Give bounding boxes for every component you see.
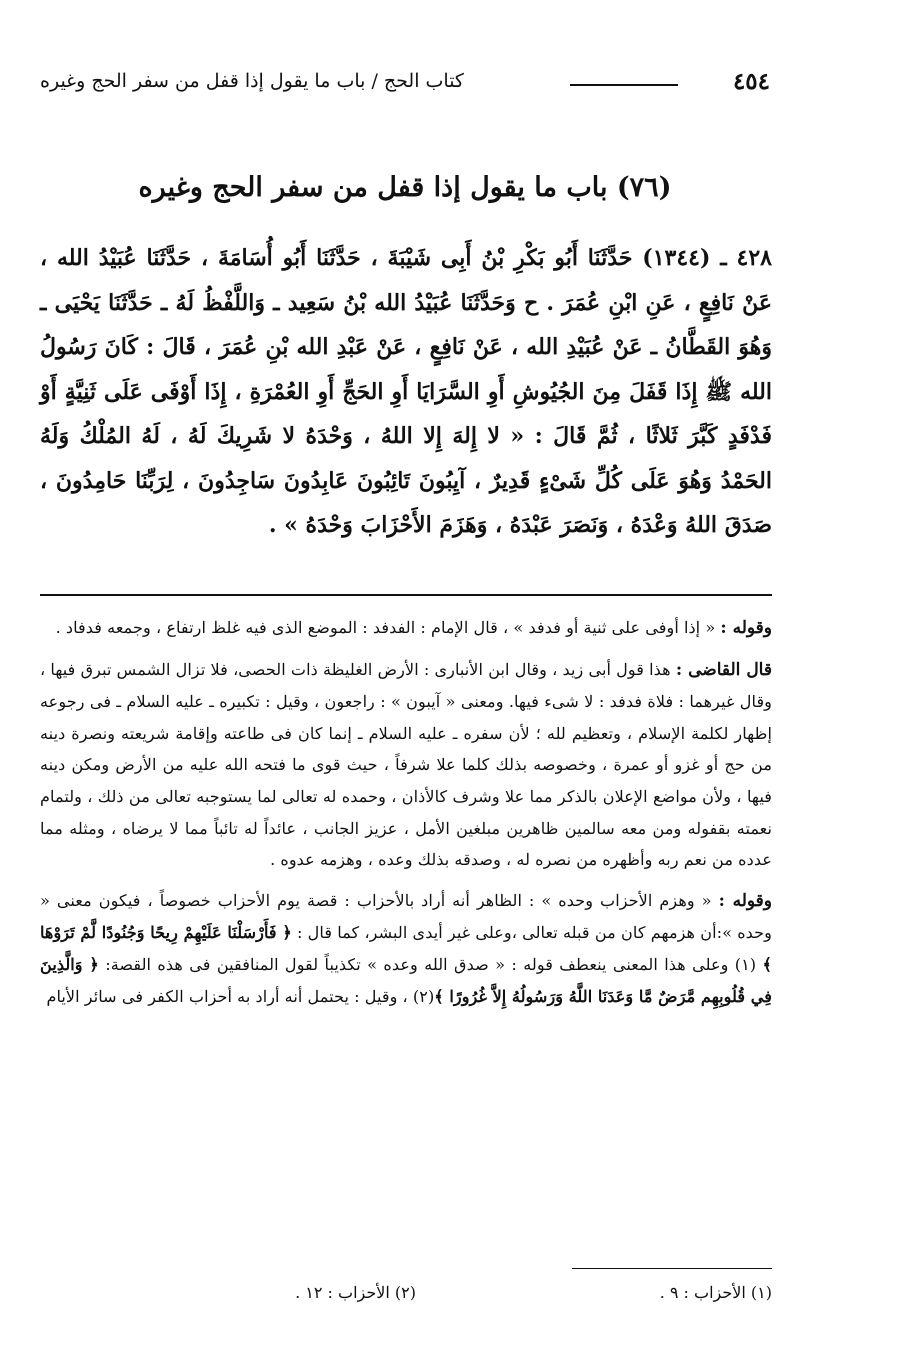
header-rule: [570, 84, 678, 86]
quran-verse: ﴿ وَالَّذِينَ فِي قُلُوبِهِم مَّرَضٌ مَّا وَعَدَنَا اللَّهُ وَرَسُولُهُ إِلاَّ غُرُورًا ﴾: [40, 954, 772, 1006]
paragraph-lead: وقوله :: [720, 618, 772, 638]
footnote-divider: [572, 1268, 772, 1269]
hadith-block: [40, 236, 772, 548]
quran-verse: ﴿ فَأَرْسَلْنَا عَلَيْهِمْ رِيحًا وَجُنُودًا لَّمْ تَرَوْهَا ﴾: [40, 923, 772, 974]
paragraph-text: « إذا أوفى على ثنية أو فدفد » ، قال الإمام : الفدفد : الموضع الذى فيه غلظ ارتفاع ، وجمعه فدفاد .: [55, 618, 716, 637]
commentary-paragraph: [40, 612, 772, 645]
paragraph-lead: وقوله :: [718, 890, 772, 911]
paragraph-lead: قال القاضى :: [675, 659, 772, 680]
hadith-text: ٤٢٨ ـ (١٣٤٤) حَدَّثَنَا أَبُو بَكْرِ بْنُ أَبِى شَيْبَةَ ، حَدَّثَنَا أَبُو أُسَامَةَ ، حَدَّثَنَا عُبَيْدُ الله ، عَنْ نَافِعٍ ، عَنِ ابْنِ عُمَرَ . ح وَحَدَّثَنَا عُبَيْدُ الله بْنُ سَعِيد ـ وَاللَّفْظُ لَهُ ـ حَدَّثَنَا يَحْيَى ـ وَهُوَ القَطَّانُ ـ عَنْ عُبَيْدِ الله ، عَنْ نَافِعٍ ، عَنْ عَبْدِ الله بْنِ عُمَرَ ، قَالَ : كَانَ رَسُولُ الله ﷺ إِذَا قَفَلَ مِنَ الجُيُوشِ أَوِ السَّرَايَا أَوِ الحَجِّ أَوِ العُمْرَةِ ، إِذَا أَوْفَى عَلَى ثَنِيَّةٍ أَوْ فَدْفَدٍ كَبَّرَ ثَلاثًا ، ثُمَّ قَالَ : « لا إِلهَ إِلا اللهُ ، وَحْدَهُ لا شَرِيكَ لَهُ ، لَهُ المُلْكُ وَلَهُ الحَمْدُ وَهُوَ عَلَى كُلِّ شَىْءٍ قَدِيرٌ ، آيِبُونَ تَائِبُونَ عَابِدُونَ سَاجِدُونَ ، لِرَبِّنَا حَامِدُونَ ، صَدَقَ اللهُ وَعْدَهُ ، وَنَصَرَ عَبْدَهُ ، وَهَزَمَ الأَحْزَابَ وَحْدَهُ » .: [40, 245, 773, 538]
footnote: (٢) الأحزاب : ١٢ .: [295, 1283, 416, 1302]
chapter-title: (٧٦) باب ما يقول إذا قفل من سفر الحج وغيره: [138, 172, 672, 203]
commentary-block: [40, 612, 772, 1021]
page-number: ٤٥٤: [732, 68, 770, 95]
paragraph-text: هذا قول أبى زيد ، وقال ابن الأنبارى : الأرض الغليظة ذات الحصى، فلا تزال الشمس تبرق فيها ، وقال غيرهما : فلاة فدفد : لا شىء فيها. ومعنى « آيبون » : راجعون ، وقيل : تكبيره ـ عليه السلام ـ فى رجوعه إظهار لكلمة الإسلام ، وتعظيم لله ؛ لأن سفره ـ عليه السلام ـ إنما كان فى طاعته وإقامة شريعته ونصرة دينه من حج أو غزو أو عمرة ، وخصوصه بذلك كلما علا شرفاً ، حيث قوى ما فتحه الله عليه من الأرض ومكن دينه فيها ، ولأن مواضع الإعلان بالذكر مما علا وشرف كالأذان ، وحمده له تعالى لما يستوجبه تعالى من ذلك ، ولتمام نعمته بقفوله ومن معه سالمين ظاهرين مبلغين الأمل ، عزيز الجانب ، عائداً له تائباً مما لا يرضاه ، ومثله مما عدده من نعم ربه وأظهره من نصره له ، وصدقه بذلك وعده ، وهزمه عدوه .: [40, 659, 772, 870]
footnote-ref: (٢): [412, 986, 435, 1006]
paragraph-text: ، وقيل : يحتمل أنه أراد به أحزاب الكفر فى سائر الأيام: [46, 986, 413, 1006]
page-header: [40, 62, 770, 102]
commentary-paragraph: [40, 654, 772, 876]
paragraph-text: « وهزم الأحزاب وحده » : الظاهر أنه أراد بالأحزاب : قصة يوم الأحزاب خصوصاً ، فيكون معنى « وحده »:أن هزمهم كان من قبله تعالى ،وعلى غير أيدى البشر، كما قال :: [40, 890, 772, 943]
section-divider: [40, 594, 772, 596]
paragraph-text: وعلى هذا المعنى ينعطف قوله : « صدق الله وعده » تكذيباً لقول المنافقين فى هذه القصة:: [98, 954, 735, 974]
running-title: كتاب الحج / باب ما يقول إذا قفل من سفر الحج وغيره: [40, 70, 464, 92]
footnote: (١) الأحزاب : ٩ .: [659, 1283, 772, 1302]
footnotes: [40, 1283, 772, 1313]
footnote-ref: (١): [734, 954, 757, 974]
commentary-paragraph: [40, 885, 772, 1012]
